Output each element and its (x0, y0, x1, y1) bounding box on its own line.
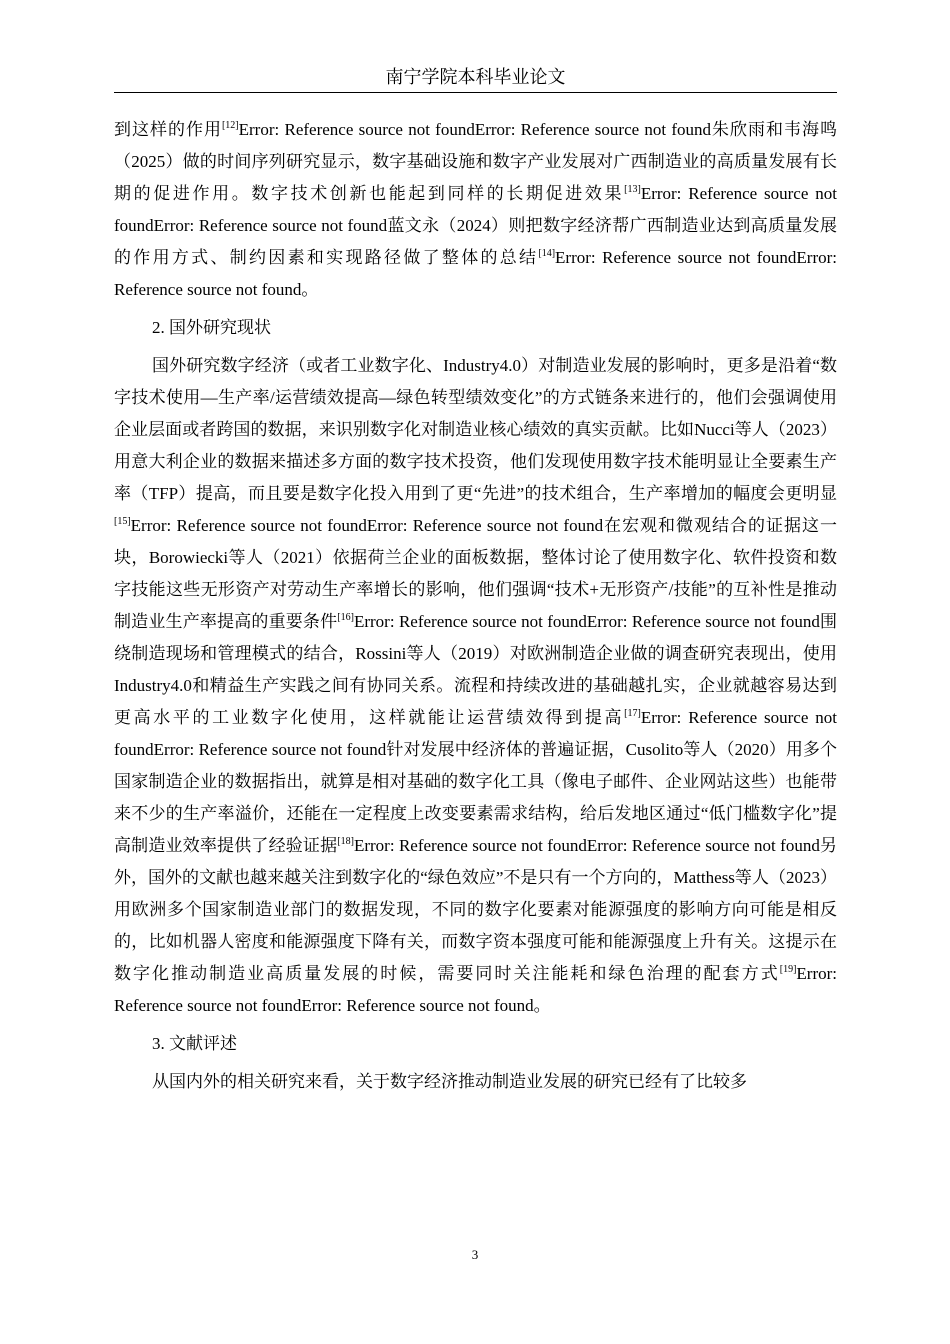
section-heading-literature-review: 3. 文献评述 (152, 1034, 237, 1053)
citation-ref: [13] (624, 184, 641, 195)
paragraph-text: Error: Reference source not foundError: Reference source not found围绕制造现场和管理模式的结合，Rossini等人（2019）对欧洲制造企业做的调查研究表现出，使用Industry4.0和精益生产实践之间有协同关系。流程和持续改进的基础越扎实，企业就越容易达到更高水平的工业数字化使用，这样就能让运营绩效得到提高 (114, 612, 837, 727)
paragraph-domestic-continuation (114, 114, 837, 306)
citation-ref: [14] (538, 248, 556, 259)
paragraph-text: 从国内外的相关研究来看，关于数字经济推动制造业发展的研究已经有了比较多 (152, 1072, 747, 1091)
paragraph-text: Error: Reference source not foundError: Reference source not found蓝文永（2024）则把数字经济帮广西制造业达到高质量发展的作用方式、制约因素和实现路径做了整体的总结 (114, 184, 837, 267)
paragraph-text: Error: Reference source not foundError: Reference source not found。 (114, 248, 838, 299)
section-heading-foreign-research: 2. 国外研究现状 (152, 318, 271, 337)
paragraph-literature-review (114, 1066, 837, 1098)
paragraph-foreign-research (114, 350, 837, 1022)
page-number: 3 (471, 1247, 479, 1262)
document-body (114, 114, 837, 1098)
paragraph-text: Error: Reference source not foundError: Reference source not found朱欣雨和韦海鸣（2025）做的时间序列研究显示，数字基础设施和数字产业发展对广西制造业的高质量发展有长期的促进作用。数字技术创新也能起到同样的长期促进效果 (114, 120, 838, 203)
citation-ref: [12] (221, 120, 239, 131)
citation-ref: [19] (779, 964, 797, 975)
paragraph-text: Error: Reference source not foundError: Reference source not found在宏观和微观结合的证据这一块，Borowiecki等人（2021）依据荷兰企业的面板数据，整体讨论了使用数字化、软件投资和数字技能这些无形资产对劳动生产率增长的影响，他们强调“技术+无形资产/技能”的互补性是推动制造业生产率提高的重要条件 (114, 516, 837, 631)
citation-ref: [17] (624, 708, 641, 719)
citation-ref: [16] (337, 612, 354, 623)
paragraph-text: 到这样的作用 (114, 120, 222, 139)
citation-ref: [15] (114, 516, 131, 527)
running-header: 南宁学院本科毕业论文 (114, 64, 837, 93)
paragraph-text: Error: Reference source not foundError: Reference source not found针对发展中经济体的普遍证据，Cusolito等人（2020）用多个国家制造企业的数据指出，就算是相对基础的数字化工具（像电子邮件、企业网站这些）也能带来不少的生产率溢价，还能在一定程度上改变要素需求结构，给后发地区通过“低门槛数字化”提高制造业效率提供了经验证据 (114, 708, 837, 855)
paragraph-text: 国外研究数字经济（或者工业数字化、Industry4.0）对制造业发展的影响时，更多是沿着“数字技术使用—生产率/运营绩效提高—绿色转型绩效变化”的方式链条来进行的，他们会强调使用企业层面或者跨国的数据，来识别数字化对制造业核心绩效的真实贡献。比如Nucci等人（2023）用意大利企业的数据来描述多方面的数字技术投资，他们发现使用数字技术能明显让全要素生产率（TFP）提高，而且要是数字化投入用到了更“先进”的技术组合，生产率增加的幅度会更明显 (114, 356, 837, 503)
paragraph-text: Error: Reference source not foundError: Reference source not found另外，国外的文献也越来越关注到数字化的“绿色效应”不是只有一个方向的，Matthess等人（2023）用欧洲多个国家制造业部门的数据发现，不同的数字化要素对能源强度的影响方向可能是相反的，比如机器人密度和能源强度下降有关，而数字资本强度可能和能源强度上升有关。这提示在数字化推动制造业高质量发展的时候，需要同时关注能耗和绿色治理的配套方式 (114, 836, 837, 983)
citation-ref: [18] (337, 836, 354, 847)
paragraph-text: Error: Reference source not foundError: Reference source not found。 (114, 964, 837, 1015)
